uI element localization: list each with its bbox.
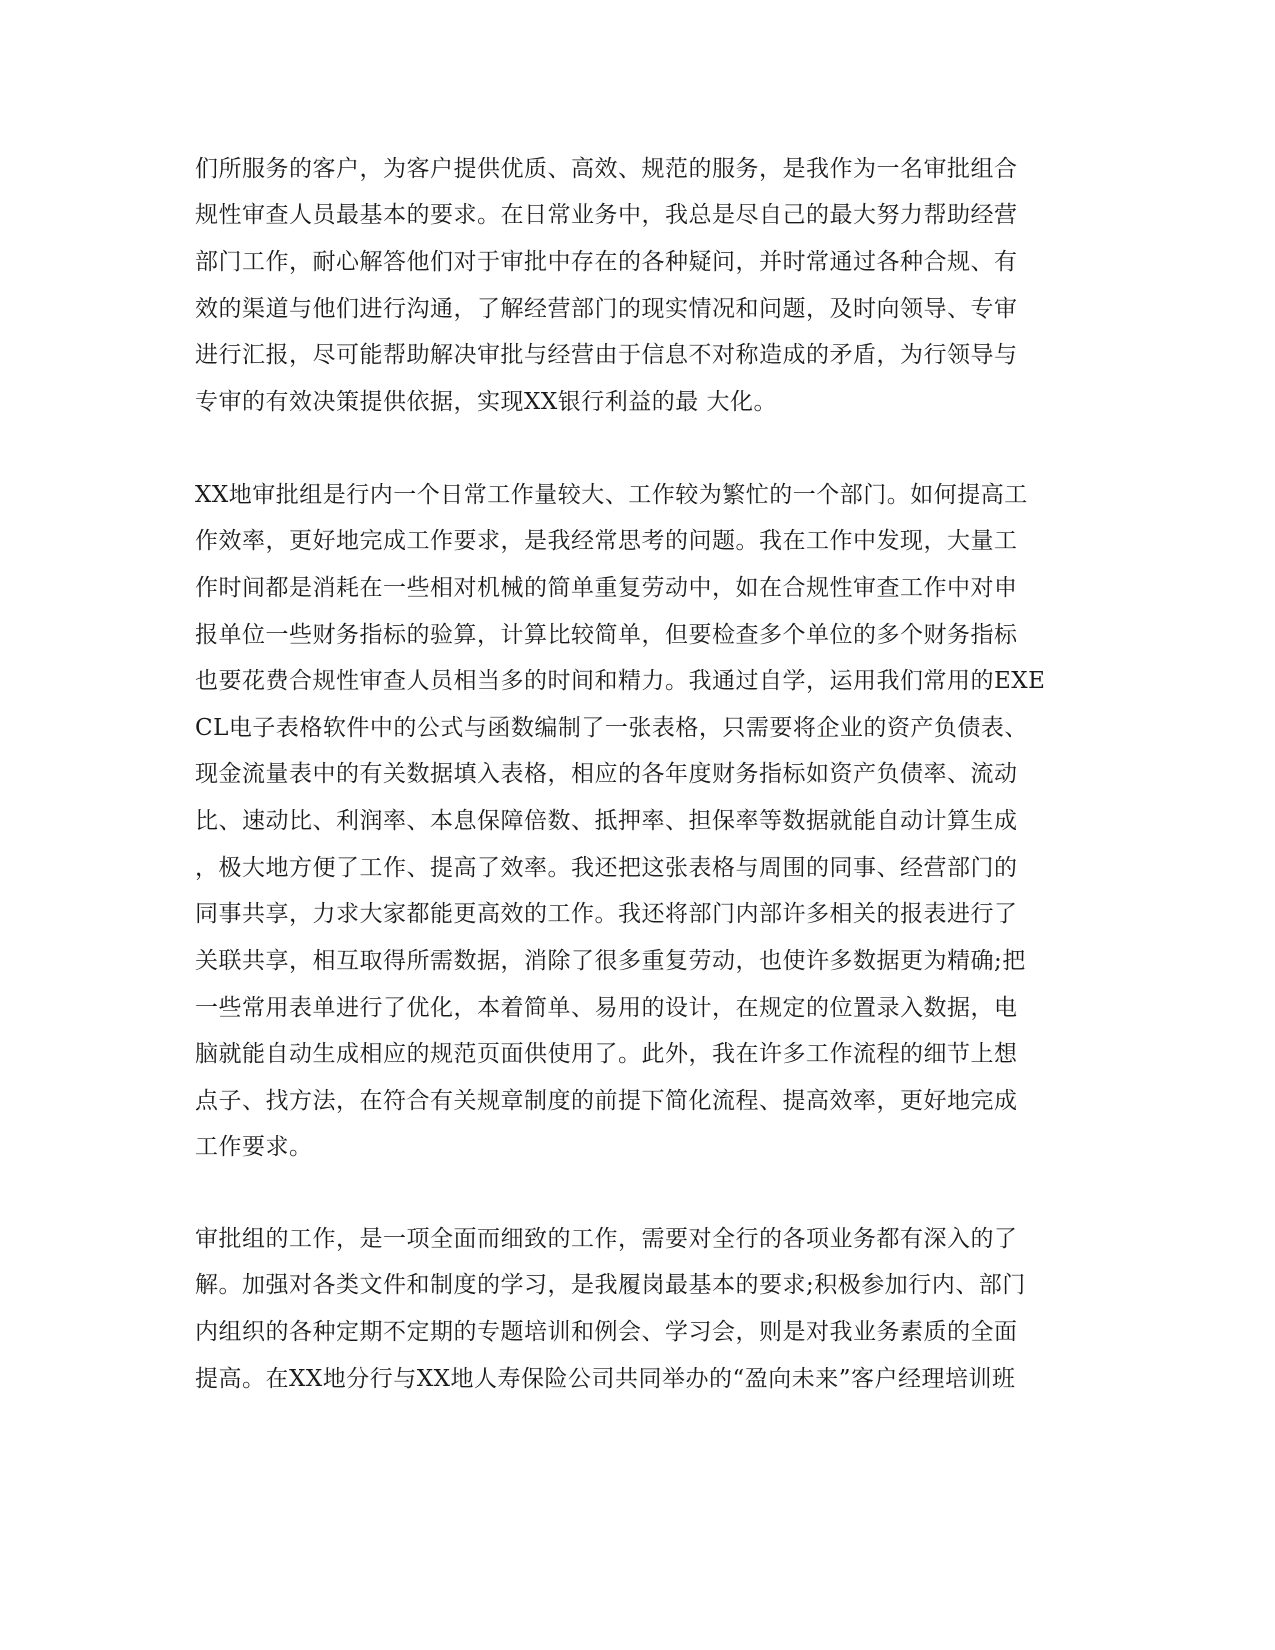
text-line: 比、速动比、利润率、本息保障倍数、抵押率、担保率等数据就能自动计算生成 bbox=[195, 808, 1018, 834]
text-line: 作效率，更好地完成工作要求，是我经常思考的问题。我在工作中发现，大量工 bbox=[195, 528, 1018, 554]
text-line: 关联共享，相互取得所需数据，消除了很多重复劳动，也使许多数据更为精确;把 bbox=[195, 948, 1026, 974]
text-line: 现金流量表中的有关数据填入表格，相应的各年度财务指标如资产负债率、流动 bbox=[195, 761, 1018, 787]
text-line: 脑就能自动生成相应的规范页面供使用了。此外，我在许多工作流程的细节上想 bbox=[195, 1041, 1018, 1067]
text-line: 同事共享，力求大家都能更高效的工作。我还将部门内部许多相关的报表进行了 bbox=[195, 901, 1018, 927]
text-line: 点子、找方法，在符合有关规章制度的前提下简化流程、提高效率，更好地完成 bbox=[195, 1088, 1018, 1114]
text-line: XX地审批组是行内一个日常工作量较大、工作较为繁忙的一个部门。如何提高工 bbox=[195, 482, 1028, 508]
text-line: 也要花费合规性审查人员相当多的时间和精力。我通过自学，运用我们常用的EXE bbox=[195, 668, 1046, 694]
text-line: 内组织的各种定期不定期的专题培训和例会、学习会，则是对我业务素质的全面 bbox=[195, 1319, 1018, 1345]
text-line: 解。加强对各类文件和制度的学习，是我履岗最基本的要求;积极参加行内、部门 bbox=[195, 1272, 1026, 1298]
text-line: 报单位一些财务指标的验算，计算比较简单，但要检查多个单位的多个财务指标 bbox=[195, 622, 1018, 648]
text-line: 们所服务的客户，为客户提供优质、高效、规范的服务，是我作为一名审批组合 bbox=[195, 156, 1018, 182]
text-line: 专审的有效决策提供依据，实现XX银行利益的最 大化。 bbox=[195, 389, 778, 415]
text-line: 部门工作，耐心解答他们对于审批中存在的各种疑问，并时常通过各种合规、有 bbox=[195, 249, 1018, 275]
text-line: 审批组的工作，是一项全面而细致的工作，需要对全行的各项业务都有深入的了 bbox=[195, 1226, 1018, 1252]
text-line: 进行汇报，尽可能帮助解决审批与经营由于信息不对称造成的矛盾，为行领导与 bbox=[195, 342, 1018, 368]
text-line: 作时间都是消耗在一些相对机械的简单重复劳动中，如在合规性审查工作中对申 bbox=[195, 575, 1018, 601]
text-line: 工作要求。 bbox=[195, 1134, 313, 1160]
text-line: 一些常用表单进行了优化，本着简单、易用的设计，在规定的位置录入数据，电 bbox=[195, 995, 1018, 1021]
text-line: 规性审查人员最基本的要求。在日常业务中，我总是尽自己的最大努力帮助经营 bbox=[195, 202, 1018, 228]
text-line: CL电子表格软件中的公式与函数编制了一张表格，只需要将企业的资产负债表、 bbox=[195, 715, 1028, 741]
text-line: ，极大地方便了工作、提高了效率。我还把这张表格与周围的同事、经营部门的 bbox=[195, 855, 1018, 881]
text-line: 效的渠道与他们进行沟通，了解经营部门的现实情况和问题，及时向领导、专审 bbox=[195, 296, 1018, 322]
text-line: 提高。在XX地分行与XX地人寿保险公司共同举办的“盈向未来”客户经理培训班 bbox=[195, 1366, 1016, 1392]
